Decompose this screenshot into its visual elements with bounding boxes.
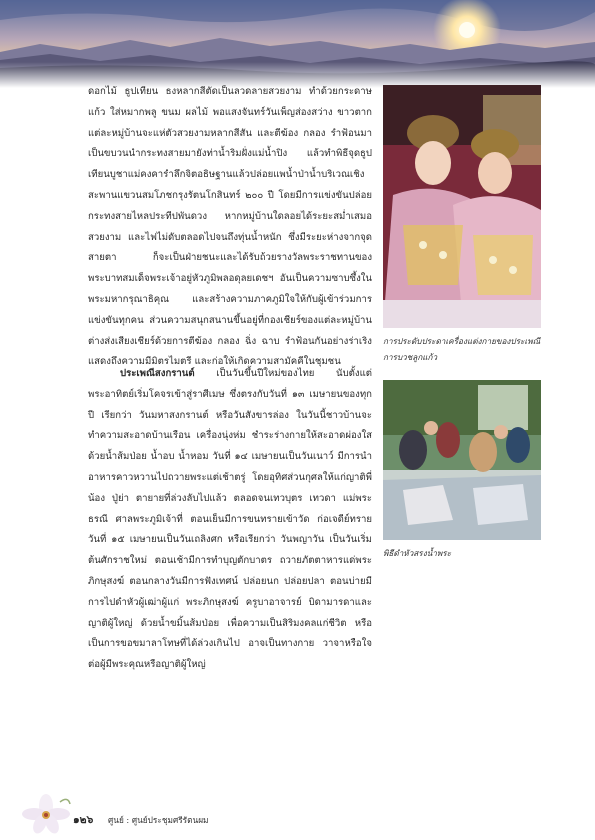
header-banner-image — [0, 0, 595, 88]
photo-water-ceremony — [383, 380, 541, 540]
page-footer — [0, 792, 595, 836]
paragraph-songkran — [88, 364, 372, 676]
paragraph-loy-krathong: ดอกไม้ ธูปเทียน ธงหลากสีตัดเป็นลวดลายสวยงาม ทำด้วยกระดาษแก้ว ใส่หมากพลู ขนม ผลไม้ พอแสงจันทร์วันเพ็ญส่องสว่าง ขาวตากแต่ละหมู่บ้านจะแห่ตัวสวยงามหลากสีสัน และตีฆ้อง กลอง รำฟ้อนมาเป็นขบวนนำกระทงสายมายังท่าน้ำริมฝั่งแม่น้ำปิง แล้วทำพิธีจุดธูปเทียนบูชาแม่คงคารำลึกจิตอธิษฐานแล้วปล่อยแพน้ำป่าน้ำบริเวณเชิงสะพานแขวนสมโภชกรุงรัตนโกสินทร์ ๒๐๐ ปี โดยมีการแข่งขันปล่อยกระทงสายไหลประทีปพันดวง หากหมู่บ้านใดลอยได้ระยะสม่ำเสมอ สวยงาม และไฟไม่ดับตลอดไปจนถึงทุ่นน้ำหนัก ซึ่งมีระยะห่างจากจุดสายตา ก็จะเป็นฝ่ายชนะและได้รับถ้วยรางวัลพระราชทานของพระบาทสมเด็จพระเจ้าอยู่หัวภูมิพลอดุลยเดชฯ อันเป็นความซาบซึ้งในพระมหากรุณาธิคุณ และสร้างความภาคภูมิใจให้กับผู้เข้าร่วมการแข่งขันทุกคน ส่วนความสนุกสนานขึ้นอยู่ที่กองเชียร์ของแต่ละหมู่บ้าน ต่างส่งเสียงเชียร์ด้วยการตีฆ้อง กลอง ฉิ่ง ฉาบ รำฟ้อนกันอย่างร่าเริงแสดงถึงความมีมิตรไมตรี และก่อให้เกิดความสามัคคีในชุมชน — [88, 86, 372, 368]
paragraph-songkran-text: เป็นวันขึ้นปีใหม่ของไทย นับตั้งแต่พระอาทิตย์เริ่มโคจรเข้าสู่ราศีเมษ ซึ่งตรงกับวันที่ ๑๓ เมษายนของทุกปี เรียกว่า วันมหาสงกรานต์ หรือวันสังขารล่อง ในวันนี้ชาวบ้านจะทำความสะอาดบ้านเรือน เครื่องนุ่งห่ม ชำระร่างกายให้สะอาดผ่องใสด้วยน้ำส้มป่อย น้ำอบ น้ำหอม วันที่ ๑๔ เมษายนเป็นวันเนาว์ มีการนำอาหารคาวหวานไปถวายพระแต่เช้าตรู่ โดยอุทิศส่วนกุศลให้แก่ญาติพี่น้อง ปู่ย่า ตายายที่ล่วงลับไปแล้ว ตลอดจนเทวบุตร เทวดา แม่พระธรณี ศาลพระภูมิเจ้าที่ ตอนเย็นมีการขนทรายเข้าวัด ก่อเจดีย์ทราย วันที่ ๑๕ เมษายนเป็นวันเถลิงศก หรือเรียกว่า วันพญาวัน เป็นวันเริ่มต้นศักราชใหม่ ตอนเช้ามีการทำบุญตักบาตร ถวายภัตตาหารแด่พระภิกษุสงฆ์ ตอนกลางวันมีการฟังเทศน์ ปล่อยนก ปล่อยปลา ตอนบ่ายมีการไปดำหัวผู้เฒ่าผู้แก่ พระภิกษุสงฆ์ ครูบาอาจารย์ บิดามารดาและญาติผู้ใหญ่ ด้วยน้ำขมิ้นส้มป่อย เพื่อความเป็นสิริมงคลแก่ชีวิต หรือเป็นการขอขมาลาโทษที่ได้ล่วงเกินไป อาจเป็นทางกาย วาจาหรือใจ ต่อผู้มีพระคุณหรือญาติผู้ใหญ่ — [88, 368, 372, 671]
footer-source: ศูนย์ : ศูนย์ประชุมศรีรัตนผม — [108, 815, 209, 825]
section-heading-songkran: ประเพณีสงกรานต์ — [120, 368, 195, 379]
page-number: ๑๒๖ — [73, 814, 94, 826]
photo-ordination-costume — [383, 85, 541, 328]
caption-ordination-costume: การประดับประดาเครื่องแต่งกายของประเพณีการบวชลูกแก้ว — [383, 336, 541, 362]
songkran-section — [88, 364, 372, 676]
orchid-flower-icon — [20, 792, 72, 840]
article-body — [88, 82, 372, 373]
caption-water-ceremony: พิธีดำหัวสรงน้ำพระ — [383, 548, 452, 558]
